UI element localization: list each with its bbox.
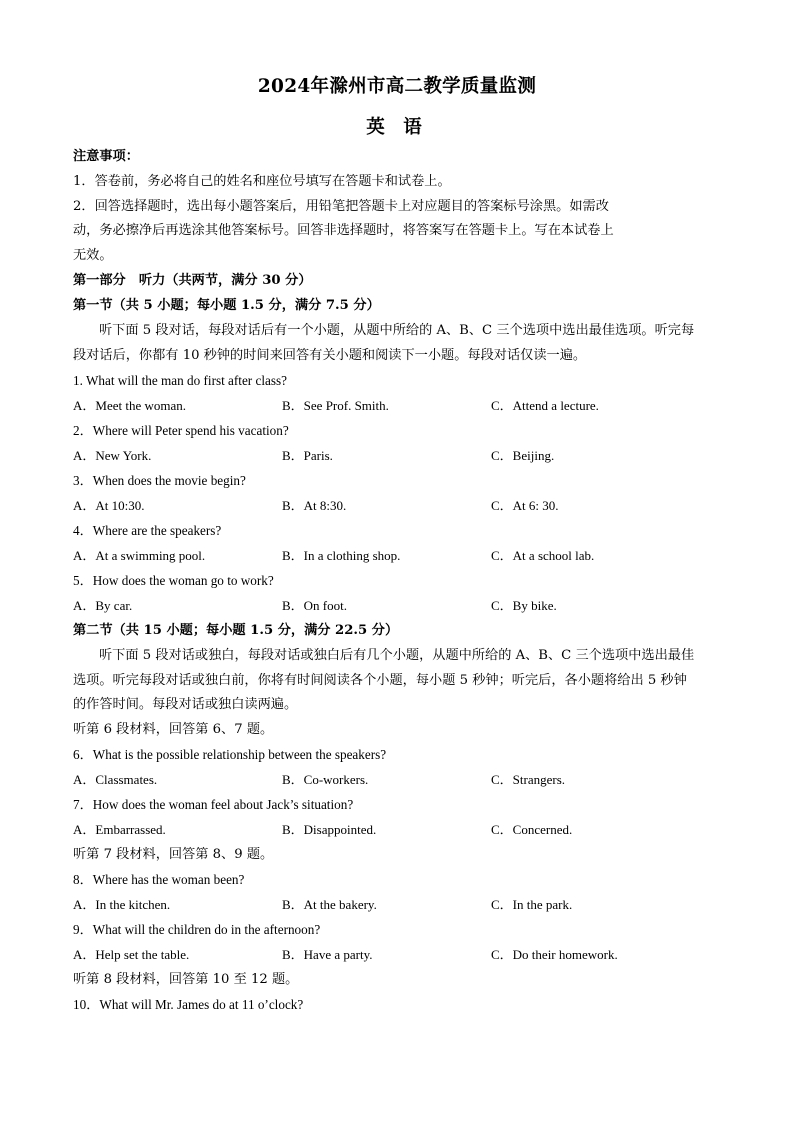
- section2-intro-line-1: 听下面 5 段对话或独白，每段对话或独白后有几个小题，从题中所给的 A、B、C 三个选项中选出最佳: [99, 648, 695, 663]
- question-7: 7．How does the woman feel about Jack’s situation?: [73, 797, 354, 812]
- q2-option-c: C．Beijing.: [491, 448, 555, 463]
- exam-title: 2024年滁州市高二教学质量监测: [257, 76, 537, 97]
- subject-title: 英 语: [366, 117, 428, 138]
- material-7-instruction: 听第 7 段材料，回答第 8、9 题。: [73, 847, 274, 862]
- q3-option-b: B．At 8:30.: [282, 498, 347, 513]
- section1-intro-line-1: 听下面 5 段对话，每段对话后有一个小题，从题中所给的 A、B、C 三个选项中选出最佳选项。听完每: [99, 323, 695, 338]
- q8-option-c: C．In the park.: [491, 897, 573, 912]
- question-1: 1. What will the man do first after class?: [73, 373, 287, 388]
- q9-option-a: A．Help set the table.: [73, 947, 190, 962]
- q7-option-a: A．Embarrassed.: [73, 822, 166, 837]
- section1-intro-line-2: 段对话后，你都有 10 秒钟的时间来回答有关小题和阅读下一小题。每段对话仅读一遍。: [73, 348, 587, 363]
- question-2: 2．Where will Peter spend his vacation?: [73, 423, 289, 438]
- q9-option-c: C．Do their homework.: [491, 947, 618, 962]
- section1-heading: 第一节（共 5 小题；每小题 1.5 分，满分 7.5 分）: [73, 298, 380, 313]
- question-6: 6．What is the possible relationship between the speakers?: [73, 747, 387, 762]
- q7-option-c: C．Concerned.: [491, 822, 573, 837]
- q1-option-c: C．Attend a lecture.: [491, 398, 599, 413]
- material-6-instruction: 听第 6 段材料，回答第 6、7 题。: [73, 722, 274, 737]
- q1-option-b: B．See Prof. Smith.: [282, 398, 389, 413]
- q1-option-a: A．Meet the woman.: [73, 398, 187, 413]
- q6-option-c: C．Strangers.: [491, 772, 566, 787]
- q4-option-b: B．In a clothing shop.: [282, 548, 401, 563]
- section2-intro-line-3: 的作答时间。每段对话或独白读两遍。: [73, 697, 298, 712]
- notice-item-2-line-3: 无效。: [73, 248, 113, 263]
- question-3: 3．When does the movie begin?: [73, 473, 246, 488]
- q3-option-a: A．At 10:30.: [73, 498, 145, 513]
- material-8-instruction: 听第 8 段材料，回答第 10 至 12 题。: [73, 972, 299, 987]
- q4-option-a: A．At a swimming pool.: [73, 548, 206, 563]
- q9-option-b: B．Have a party.: [282, 947, 373, 962]
- notice-item-2-line-1: 2．回答选择题时，选出每小题答案后，用铅笔把答题卡上对应题目的答案标号涂黑。如需改: [73, 199, 609, 214]
- q6-option-a: A．Classmates.: [73, 772, 158, 787]
- question-8: 8．Where has the woman been?: [73, 872, 245, 887]
- question-5: 5．How does the woman go to work?: [73, 573, 274, 588]
- section2-intro-line-2: 选项。听完每段对话或独白前，你将有时间阅读各个小题，每小题 5 秒钟；听完后，各小题将给出 5 秒钟: [73, 673, 687, 688]
- notice-item-1: 1．答卷前，务必将自己的姓名和座位号填写在答题卡和试卷上。: [73, 174, 451, 189]
- q8-option-b: B．At the bakery.: [282, 897, 377, 912]
- q5-option-c: C．By bike.: [491, 598, 557, 613]
- question-10: 10．What will Mr. James do at 11 o’clock?: [73, 997, 304, 1012]
- q7-option-b: B．Disappointed.: [282, 822, 377, 837]
- q4-option-c: C．At a school lab.: [491, 548, 595, 563]
- q2-option-a: A．New York.: [73, 448, 152, 463]
- notice-heading: 注意事项：: [73, 149, 139, 164]
- q5-option-b: B．On foot.: [282, 598, 348, 613]
- section2-heading: 第二节（共 15 小题；每小题 1.5 分，满分 22.5 分）: [73, 623, 399, 638]
- question-9: 9．What will the children do in the afternoon?: [73, 922, 321, 937]
- question-4: 4．Where are the speakers?: [73, 523, 222, 538]
- part1-heading: 第一部分 听力（共两节，满分 30 分）: [73, 273, 312, 288]
- q8-option-a: A．In the kitchen.: [73, 897, 171, 912]
- notice-item-2-line-2: 动，务必擦净后再选涂其他答案标号。回答非选择题时，将答案写在答题卡上。写在本试卷上: [73, 223, 614, 238]
- q3-option-c: C．At 6: 30.: [491, 498, 559, 513]
- q2-option-b: B．Paris.: [282, 448, 333, 463]
- q5-option-a: A．By car.: [73, 598, 133, 613]
- q6-option-b: B．Co-workers.: [282, 772, 369, 787]
